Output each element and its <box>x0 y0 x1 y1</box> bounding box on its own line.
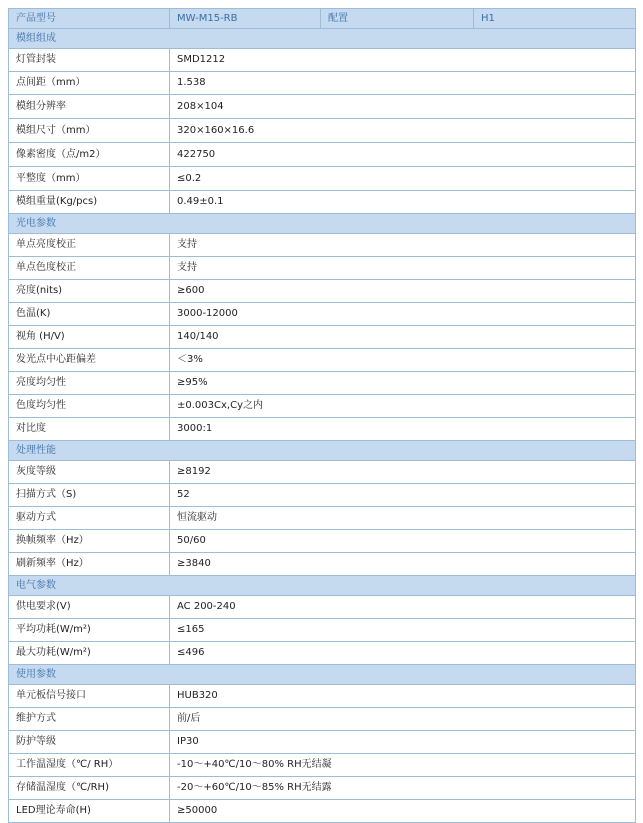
table-row <box>9 619 636 642</box>
section-title: 模组组成 <box>9 29 636 49</box>
row-value: ≥50000 <box>170 800 636 823</box>
row-value: 320×160×16.6 <box>170 119 636 143</box>
row-label: 灯管封装 <box>9 49 170 72</box>
section-header <box>9 214 636 234</box>
row-value: -20～+60℃/10～85% RH无结露 <box>170 777 636 800</box>
table-row <box>9 395 636 418</box>
row-value: 支持 <box>170 257 636 280</box>
table-row <box>9 800 636 823</box>
row-label: 视角 (H/V) <box>9 326 170 349</box>
row-value: AC 200-240 <box>170 596 636 619</box>
section-header <box>9 29 636 49</box>
row-value: -10～+40℃/10～80% RH无结凝 <box>170 754 636 777</box>
row-label: 亮度均匀性 <box>9 372 170 395</box>
row-value: 3000:1 <box>170 418 636 441</box>
row-label: 模组分辨率 <box>9 95 170 119</box>
row-value: 208×104 <box>170 95 636 119</box>
section-title: 使用参数 <box>9 665 636 685</box>
row-label: 供电要求(V) <box>9 596 170 619</box>
row-value: ≤496 <box>170 642 636 665</box>
section-title: 处理性能 <box>9 441 636 461</box>
row-label: 色温(K) <box>9 303 170 326</box>
row-label: 刷新频率（Hz） <box>9 553 170 576</box>
table-row <box>9 280 636 303</box>
model-value: MW-M15-RB <box>170 9 321 29</box>
row-label: 模组尺寸（mm） <box>9 119 170 143</box>
row-label: 防护等级 <box>9 731 170 754</box>
row-value: ≥95% <box>170 372 636 395</box>
table-row <box>9 507 636 530</box>
row-label: 扫描方式（S) <box>9 484 170 507</box>
table-row <box>9 49 636 72</box>
row-value: 50/60 <box>170 530 636 553</box>
row-label: 工作温湿度（℃/ RH） <box>9 754 170 777</box>
row-label: 单点亮度校正 <box>9 234 170 257</box>
section-header <box>9 441 636 461</box>
row-value: 恒流驱动 <box>170 507 636 530</box>
model-label: 产品型号 <box>9 9 170 29</box>
config-value: H1 <box>474 9 636 29</box>
table-row <box>9 167 636 191</box>
row-label: 单元板信号接口 <box>9 685 170 708</box>
row-value: 0.49±0.1 <box>170 191 636 214</box>
table-row <box>9 777 636 800</box>
row-label: 最大功耗(W/m²) <box>9 642 170 665</box>
row-label: 换帧频率（Hz） <box>9 530 170 553</box>
table-row <box>9 484 636 507</box>
row-label: 平均功耗(W/m²) <box>9 619 170 642</box>
section-header <box>9 665 636 685</box>
table-row <box>9 461 636 484</box>
row-value: ≤0.2 <box>170 167 636 191</box>
spec-table <box>8 8 636 823</box>
table-row <box>9 326 636 349</box>
section-title: 光电参数 <box>9 214 636 234</box>
table-row <box>9 372 636 395</box>
row-label: 驱动方式 <box>9 507 170 530</box>
row-value: 1.538 <box>170 72 636 95</box>
table-row <box>9 754 636 777</box>
row-label: 平整度（mm） <box>9 167 170 191</box>
row-label: 色度均匀性 <box>9 395 170 418</box>
section-title: 电气参数 <box>9 576 636 596</box>
row-label: 存储温湿度（℃/RH) <box>9 777 170 800</box>
row-value: SMD1212 <box>170 49 636 72</box>
row-value: ≥3840 <box>170 553 636 576</box>
table-row <box>9 418 636 441</box>
header-row <box>9 9 636 29</box>
table-row <box>9 685 636 708</box>
config-label: 配置 <box>321 9 474 29</box>
row-value: 52 <box>170 484 636 507</box>
row-label: LED理论寿命(H) <box>9 800 170 823</box>
row-label: 发光点中心距偏差 <box>9 349 170 372</box>
row-value: 140/140 <box>170 326 636 349</box>
table-row <box>9 303 636 326</box>
row-label: 维护方式 <box>9 708 170 731</box>
row-value: ≥8192 <box>170 461 636 484</box>
row-label: 像素密度（点/m2） <box>9 143 170 167</box>
row-value: ≤165 <box>170 619 636 642</box>
table-row <box>9 95 636 119</box>
row-value: 支持 <box>170 234 636 257</box>
table-row <box>9 234 636 257</box>
row-value: ≥600 <box>170 280 636 303</box>
table-row <box>9 143 636 167</box>
row-value: 3000-12000 <box>170 303 636 326</box>
row-label: 模组重量(Kg/pcs) <box>9 191 170 214</box>
table-row <box>9 530 636 553</box>
table-row <box>9 257 636 280</box>
row-value: ±0.003Cx,Cy之内 <box>170 395 636 418</box>
table-row <box>9 596 636 619</box>
table-row <box>9 553 636 576</box>
row-value: HUB320 <box>170 685 636 708</box>
section-header <box>9 576 636 596</box>
table-row <box>9 72 636 95</box>
row-label: 灰度等级 <box>9 461 170 484</box>
row-value: 422750 <box>170 143 636 167</box>
row-label: 亮度(nits) <box>9 280 170 303</box>
row-value: ＜3% <box>170 349 636 372</box>
table-row <box>9 731 636 754</box>
table-row <box>9 708 636 731</box>
table-row <box>9 642 636 665</box>
table-row <box>9 191 636 214</box>
row-value: 前/后 <box>170 708 636 731</box>
row-label: 单点色度校正 <box>9 257 170 280</box>
table-row <box>9 119 636 143</box>
table-row <box>9 349 636 372</box>
row-label: 点间距（mm） <box>9 72 170 95</box>
row-label: 对比度 <box>9 418 170 441</box>
row-value: IP30 <box>170 731 636 754</box>
